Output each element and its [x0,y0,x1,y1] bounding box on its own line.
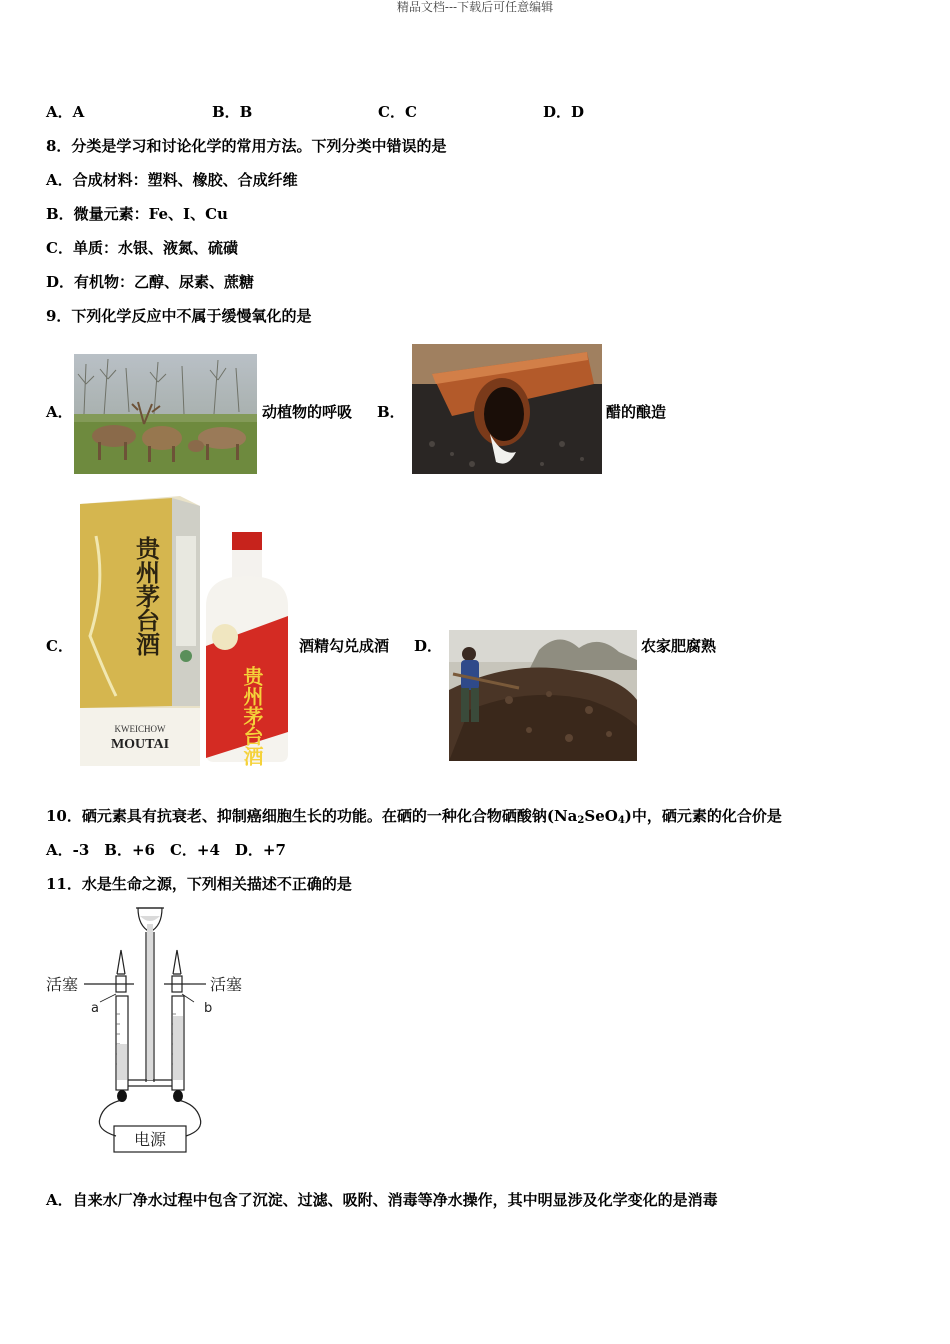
right-stopcock-label: 活塞 [210,975,243,994]
q10-stem [46,806,782,831]
tube-b-label: b [204,1001,213,1016]
q7-option-a: A．A [46,103,85,121]
deer-grazing-image [74,354,257,474]
q8-option-b: B．微量元素：Fe、I、Cu [46,205,228,223]
box-english-small: KWEICHOW [114,724,166,734]
q10-stem-pre: 10．硒元素具有抗衰老、抑制癌细胞生长的功能。在硒的一种化合物硒酸钠(Na [46,807,578,825]
q9-option-c-caption: 酒精勾兑成酒 [299,637,390,655]
q9-stem: 9．下列化学反应中不属于缓慢氧化的是 [46,307,312,325]
electrolysis-diagram [44,904,250,1160]
q8-option-a: A．合成材料：塑料、橡胶、合成纤维 [46,171,298,189]
q10-stem-mid: SeO [584,807,618,825]
q10-stem-post: )中，硒元素的化合价是 [624,807,782,825]
bottle-chinese-label: 贵州茅台酒 [240,666,264,766]
q9-option-a-letter: A． [46,403,73,421]
q10-subscript-4: 4 [617,815,625,826]
q9-option-d-letter: D． [414,637,443,655]
q7-option-d: D．D [543,103,585,121]
q11-option-a: A．自来水厂净水过程中包含了沉淀、过滤、吸附、消毒等净水操作，其中明显涉及化学变化的是消毒 [46,1191,718,1209]
q10-subscript-2: 2 [577,815,585,826]
q9-option-c-letter: C． [46,637,73,655]
page-header: 精品文档---下载后可任意编辑 [396,0,554,14]
left-stopcock-label: 活塞 [46,975,79,994]
compost-farmer-image [449,630,637,761]
q8-option-d: D．有机物：乙醇、尿素、蔗糖 [46,273,255,291]
q10-options: A．-3 B．+6 C．+4 D．+7 [46,841,286,859]
q9-option-b-letter: B． [377,403,405,421]
q8-option-c: C．单质：水银、液氮、硫磺 [46,239,238,257]
vinegar-bamboo-image [412,344,602,474]
q11-stem: 11．水是生命之源，下列相关描述不正确的是 [46,875,352,893]
power-supply-label: 电源 [133,1130,167,1149]
q7-option-c: C．C [378,103,417,121]
moutai-bottle-image [76,496,298,768]
q9-option-a-caption: 动植物的呼吸 [262,403,353,421]
box-english-large: MOUTAI [110,737,170,752]
tube-a-label: a [91,1001,99,1016]
q9-option-b-caption: 醋的酿造 [606,403,667,421]
q7-option-b: B．B [212,103,253,121]
q9-option-d-caption: 农家肥腐熟 [641,637,717,655]
q8-stem: 8．分类是学习和讨论化学的常用方法。下列分类中错误的是 [46,137,447,155]
box-chinese-title: 贵州茅台酒 [131,536,161,656]
